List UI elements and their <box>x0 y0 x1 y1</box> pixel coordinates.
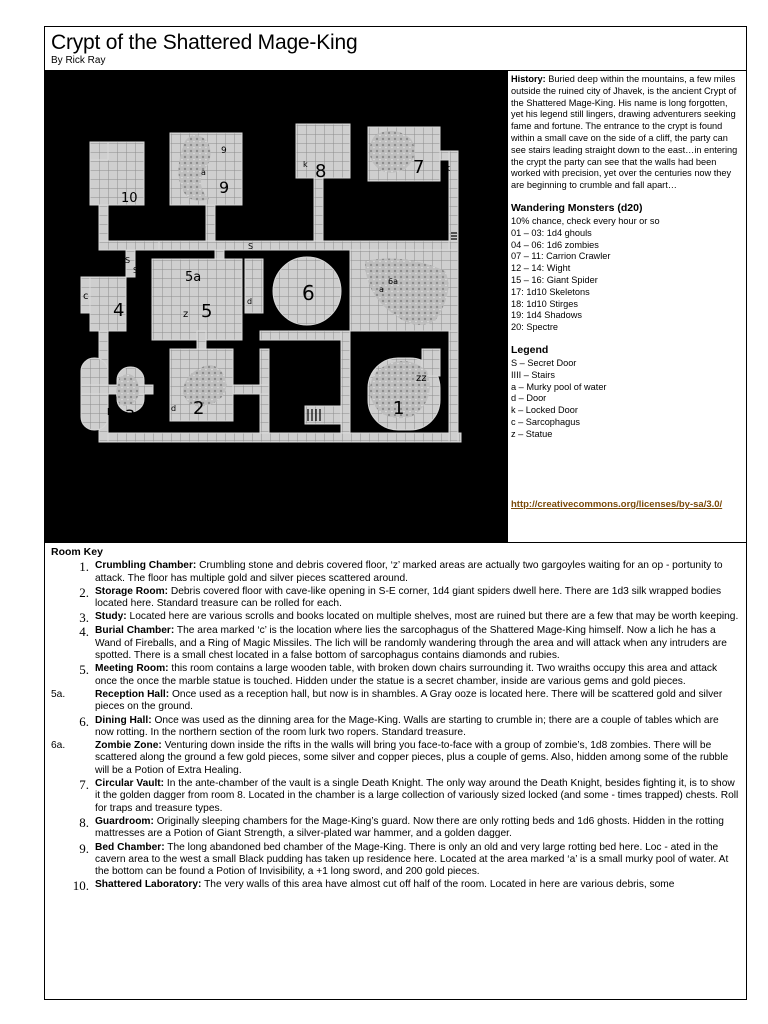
history-text: Buried deep within the mountains, a few miles outside the ruined city of Jhavek, is the ancient Crypt of the Shattered Mage-King. His name is long forgotten, yet his legend still lingers, drawing adventurers seeking fame and fortune. The entrance to the crypt is found within a small cave on the side of a cliff, the party can see stairs leading straight down to the east…in entering the crypt the party can see that the walls had been worked with precision, yet over the centuries now they are beginning to crumble and fall apart… <box>511 74 738 191</box>
map-marker-door: d <box>247 297 253 306</box>
room-entry <box>51 879 740 892</box>
legend-list <box>511 358 742 441</box>
room-name: Storage Room: <box>95 585 169 597</box>
map-marker-murky-pool: a <box>201 168 206 177</box>
room-entry <box>51 778 740 815</box>
monster-line: 10% chance, check every hour or so <box>511 215 660 226</box>
room-name: Study: <box>95 611 127 623</box>
dungeon-sheet <box>44 26 747 1000</box>
room-description: In the ante-chamber of the vault is a single Death Knight. The only way around the Death Knight, besides fighting it, is to show it the golden dagger from room 8. Located in the chamber is a large collection of variously sized locked (and some - times trapped) chests. Roll for traps and treasure types. <box>95 778 739 814</box>
map-label-room-10: 10 <box>121 191 138 206</box>
room-entry <box>51 560 740 585</box>
page-title: Crypt of the Shattered Mage-King <box>51 31 358 54</box>
map-label-room-3: 3 <box>125 406 136 425</box>
room-number: 6. <box>79 713 89 729</box>
room-key <box>45 542 746 1000</box>
room-description: Debris covered floor with cave-like opening in S-E corner, 1d4 giant spiders dwell here. There are 1d3 silk wrapped bodies located here. Standard treasure can be rolled for each. <box>95 585 722 610</box>
info-sidebar <box>507 71 746 542</box>
room-number: 9. <box>79 840 89 856</box>
monster-line: 12 – 14: Wight <box>511 263 571 274</box>
room-entry <box>51 586 740 611</box>
room-entry <box>51 663 740 688</box>
monster-line: 01 – 03: 1d4 ghouls <box>511 227 592 238</box>
map-marker-secret-door: S <box>248 242 254 251</box>
map-label-room-9-small: 9 <box>221 146 227 156</box>
room-description: Located here are various scrolls and books located on multiple shelves, most are ruined but there are a few that may be worth keeping. <box>129 611 739 623</box>
dungeon-map-drawing <box>45 71 507 542</box>
map-label-room-6: 6 <box>302 281 315 305</box>
header <box>45 27 746 71</box>
monsters-list <box>511 216 742 334</box>
legend-item: d – Door <box>511 393 547 404</box>
map-marker-murky-pool: a <box>379 285 384 294</box>
room-description: Venturing down inside the rifts in the walls will bring you face-to-face with a group of zombie’s, 1d8 zombies. There will be scattered along the ground a few gold pieces, some silver and copper pieces, plus a couple of gems. Also, hidden among some of the rubble will be a Potion of Extra Healing. <box>95 740 729 776</box>
map-marker-statue: z <box>183 309 189 320</box>
room-number: 10. <box>72 878 89 894</box>
room-entry <box>51 740 740 777</box>
room-number: 3. <box>79 610 89 626</box>
legend-item: z – Statue <box>511 428 553 439</box>
author-byline: By Rick Ray <box>51 55 106 66</box>
monster-line: 18: 1d10 Stirges <box>511 298 578 309</box>
monster-line: 15 – 16: Giant Spider <box>511 274 598 285</box>
room-name: Circular Vault: <box>95 778 165 790</box>
room-description: Once was used as the dinning area for the Mage-King. Walls are starting to crumble in; there are a couple of tables which are now rotting. In the northern section of the room lurk two ropers. Standard treasure. <box>95 714 719 738</box>
room-number: 4. <box>79 624 89 640</box>
room-description: The long abandoned bed chamber of the Mage-King. There is only an old and very large rotting bed here. Loc - ated in the cavern area to the west a small Black pudding has taken up residence here. Located at the area marked ‘a’ is a small murky pool of water. At the bottom can be found a Potion of Invisibility, a +1 long sword, and 200 gold pieces. <box>95 841 729 878</box>
map-marker-door: d <box>171 404 177 413</box>
room-number: 8. <box>79 814 89 830</box>
room-number: 7. <box>79 777 89 793</box>
room-entry <box>51 611 740 624</box>
room-number: 6a. <box>51 740 66 752</box>
monsters-title: Wandering Monsters (d20) <box>511 201 643 214</box>
monster-line: 20: Spectre <box>511 322 558 333</box>
history-paragraph <box>511 74 742 192</box>
room-description: Originally sleeping chambers for the Mage-King’s guard. Now there are only rotting beds and 1d6 ghosts. Hidden in the rotting mattresses are a Potion of Giant Strength, a silver-plated war hammer, and a golden dagger. <box>95 815 724 840</box>
monster-line: 07 – 11: Carrion Crawler <box>511 251 611 262</box>
room-description: this room contains a large wooden table, with broken down chairs surrounding it. Two wraiths occupy this area and attack once the once the marble statue is touched. Hidden under the statue is a secret chamber, inside are various gems and gold pieces. <box>95 663 718 687</box>
map-marker-secret-door: S <box>133 266 139 275</box>
map-marker-locked-door: k <box>107 408 113 418</box>
room-name: Meeting Room: <box>95 663 169 675</box>
map-label-room-7: 7 <box>413 157 425 178</box>
map-label-room-5a: 5a <box>185 270 202 285</box>
room-name: Bed Chamber: <box>95 841 165 853</box>
room-description: Once used as a reception hall, but now is in shambles. A Gray ooze is located here. There will be scattered gold and silver pieces on the ground. <box>95 688 723 713</box>
map-marker-secret-door: S <box>125 256 131 265</box>
room-description: Crumbling stone and debris covered floor, ‘z’ marked areas are actually two gargoyles waiting for an op - portunity to attack. The floor has multiple gold and silver pieces scattered around. <box>95 560 723 584</box>
license-link[interactable]: http://creativecommons.org/licenses/by-sa/3.0/ <box>511 499 723 510</box>
legend-title: Legend <box>511 343 549 356</box>
map-label-room-1: 1 <box>393 398 405 419</box>
room-description: The very walls of this area have almost cut off half of the room. Located in here are various debris, some <box>204 879 675 891</box>
room-name: Reception Hall: <box>95 688 170 700</box>
map-marker-sarcophagus: c <box>83 291 89 302</box>
room-name: Burial Chamber: <box>95 625 175 637</box>
room-entry <box>51 715 740 740</box>
legend-item: IIII – Stairs <box>511 369 555 380</box>
legend-item: a – Murky pool of water <box>511 381 607 392</box>
room-entry <box>51 689 740 714</box>
room-entry <box>51 842 740 879</box>
room-name: Shattered Laboratory: <box>95 879 202 891</box>
map-marker-statues: zz <box>416 373 427 384</box>
map-marker-locked-door: k <box>303 160 308 169</box>
legend-item: k – Locked Door <box>511 405 578 416</box>
room-entry <box>51 816 740 841</box>
room-name: Dining Hall: <box>95 714 152 726</box>
room-description: The area marked ‘c’ is the location where lies the sarcophagus of the Shattered Mage-King himself. Now a lich he has a Wand of Fireballs, and a Ring of Magic Missiles. The lich will be randomly wandering through the area and will attack when any intruders are spotted. There is a small chest located in a false bottom of sarcophagus contains diamonds and rubies. <box>95 625 727 662</box>
legend-item: c – Sarcophagus <box>511 416 580 427</box>
room-name: Guardroom: <box>95 815 154 827</box>
legend-item: S – Secret Door <box>511 357 577 368</box>
room-number: 1. <box>79 559 89 575</box>
dungeon-map <box>45 71 507 542</box>
room-number: 5a. <box>51 688 66 700</box>
monster-line: 04 – 06: 1d6 zombies <box>511 239 599 250</box>
room-key-title: Room Key <box>51 546 103 558</box>
room-entry <box>51 625 740 662</box>
room-name: Zombie Zone: <box>95 740 162 752</box>
room-name: Crumbling Chamber: <box>95 560 197 572</box>
monster-line: 19: 1d4 Shadows <box>511 310 583 321</box>
map-marker-locked-door: k <box>445 164 451 174</box>
room-number: 5. <box>79 662 89 678</box>
map-label-room-4: 4 <box>113 300 125 321</box>
room-number: 2. <box>79 584 89 600</box>
map-label-room-9: 9 <box>219 178 230 197</box>
map-label-room-5: 5 <box>201 301 213 322</box>
map-label-room-2: 2 <box>193 398 205 419</box>
map-marker-locked-door: k <box>234 232 240 242</box>
map-label-room-8: 8 <box>315 161 327 182</box>
monster-line: 17: 1d10 Skeletons <box>511 286 590 297</box>
history-label: History: <box>511 74 546 84</box>
map-label-room-6a: 6a <box>388 277 398 286</box>
